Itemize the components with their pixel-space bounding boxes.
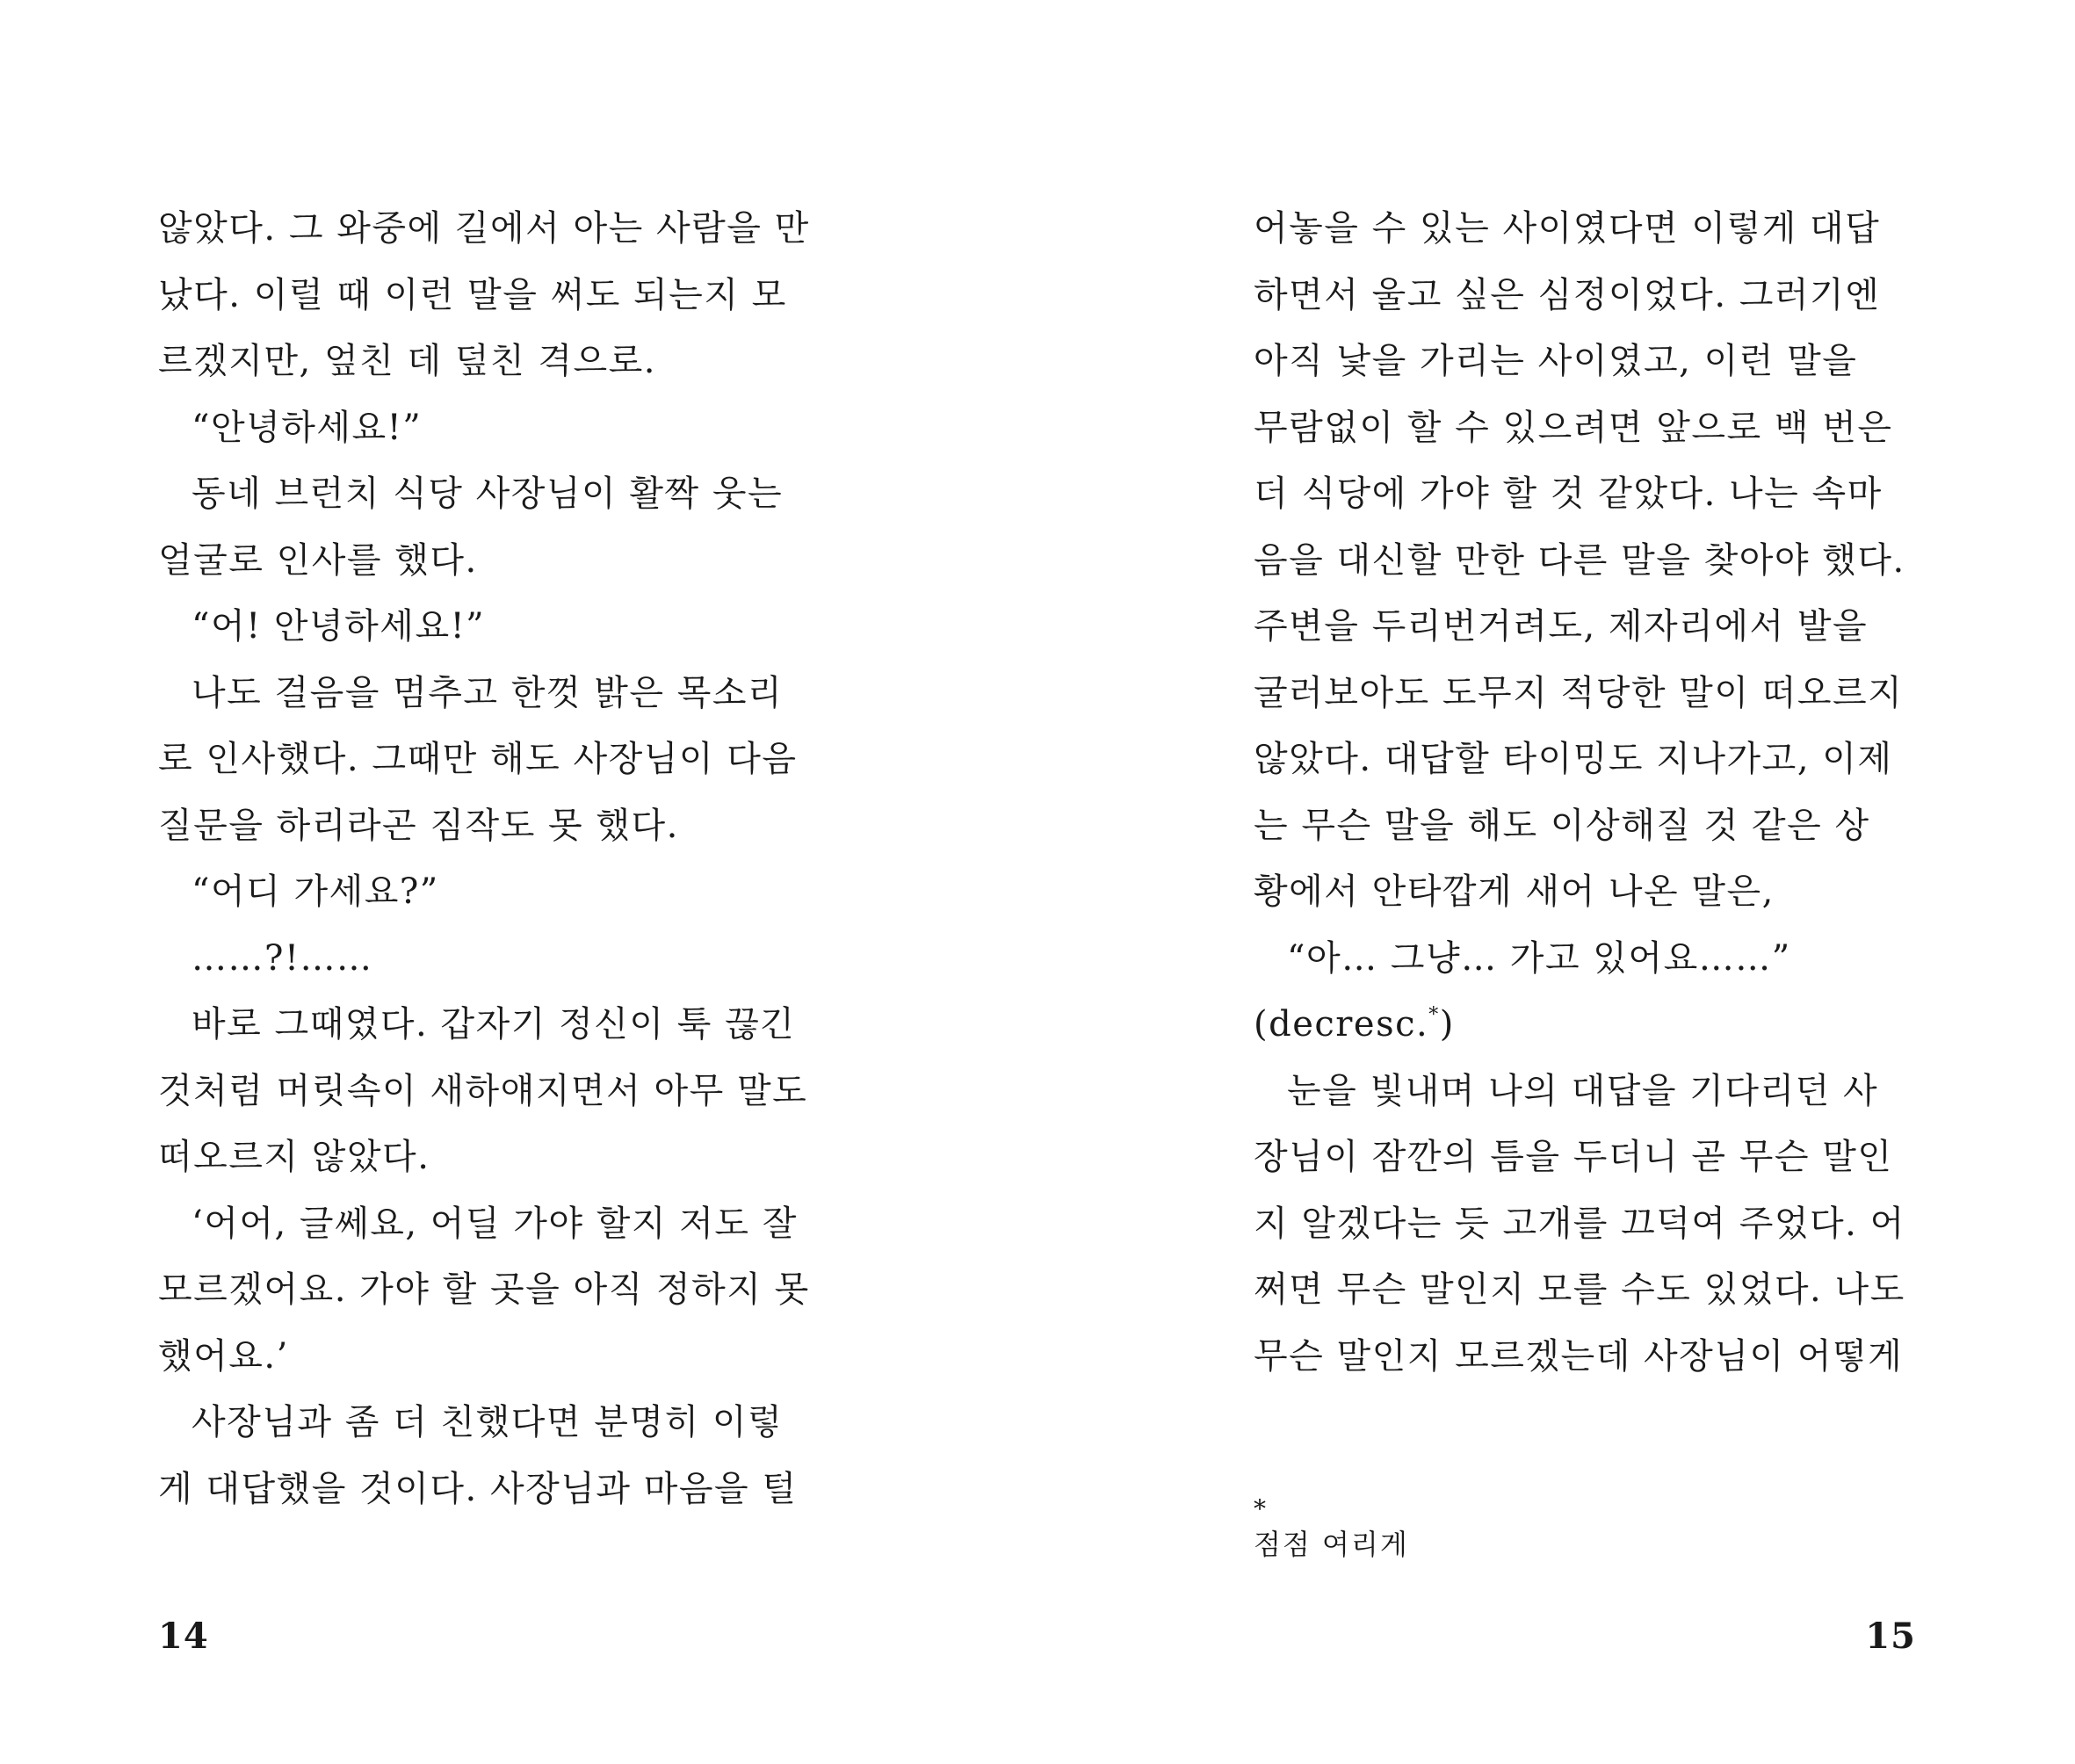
- text-line: 얼굴로 인사를 했다.: [158, 539, 478, 581]
- footnote-reference-mark: *: [1428, 1004, 1440, 1026]
- page-number-left: 14: [158, 1616, 209, 1657]
- text-line-segment: (decresc.: [1254, 1004, 1429, 1045]
- text-line: 굴러보아도 도무지 적당한 말이 떠오르지: [1254, 672, 1904, 713]
- right-page-body: [1254, 196, 1939, 1390]
- text-line: 주변을 두리번거려도, 제자리에서 발을: [1254, 606, 1869, 647]
- text-line: 떠오르지 않았다.: [158, 1137, 430, 1177]
- text-line: 나도 걸음을 멈추고 한껏 밝은 목소리: [192, 672, 784, 713]
- text-line: 게 대답했을 것이다. 사장님과 마음을 털: [158, 1468, 798, 1509]
- text-line: 눈을 빛내며 나의 대답을 기다리던 사: [1287, 1070, 1879, 1111]
- text-line: 했어요.’: [158, 1335, 289, 1377]
- text-line: “어디 가세요?”: [192, 871, 439, 912]
- text-line: 어놓을 수 있는 사이였다면 이렇게 대답: [1254, 208, 1881, 249]
- text-line: ……?!……: [192, 937, 373, 979]
- text-line: [1254, 992, 1939, 1059]
- text-line: 않았다. 대답할 타이밍도 지나가고, 이제: [1254, 739, 1893, 779]
- text-line: 동네 브런치 식당 사장님이 활짝 웃는: [192, 474, 784, 514]
- text-line: 질문을 하리라곤 짐작도 못 했다.: [158, 805, 679, 846]
- text-line: 모르겠어요. 가야 할 곳을 아직 정하지 못: [158, 1269, 810, 1310]
- page-number-right: 15: [1865, 1616, 1916, 1657]
- text-line: 것처럼 머릿속이 새하얘지면서 아무 말도: [158, 1070, 808, 1111]
- text-line: 않았다. 그 와중에 길에서 아는 사람을 만: [158, 208, 810, 249]
- text-line: 아직 낯을 가리는 사이였고, 이런 말을: [1254, 341, 1858, 381]
- text-line: 장님이 잠깐의 틈을 두더니 곧 무슨 말인: [1254, 1137, 1893, 1177]
- footnote-marker: *: [1254, 1494, 1266, 1523]
- left-page-body: [158, 196, 843, 1522]
- text-line: 르겠지만, 엎친 데 덮친 격으로.: [158, 341, 656, 381]
- footnote-text: 점점 여리게: [1254, 1528, 1409, 1561]
- text-line-segment: ): [1439, 1004, 1455, 1045]
- text-line: 하면서 울고 싶은 심정이었다. 그러기엔: [1254, 274, 1881, 315]
- text-line: 무슨 말인지 모르겠는데 사장님이 어떻게: [1254, 1335, 1904, 1377]
- text-line: 무람없이 할 수 있으려면 앞으로 백 번은: [1254, 407, 1893, 448]
- text-line: ‘어어, 글쎄요, 어딜 가야 할지 저도 잘: [192, 1203, 798, 1244]
- text-line: “어! 안녕하세요!”: [192, 606, 486, 647]
- right-page: [1038, 0, 2075, 1764]
- text-line: 음을 대신할 만한 다른 말을 찾아야 했다.: [1254, 539, 1905, 581]
- text-line: 사장님과 좀 더 친했다면 분명히 이렇: [192, 1402, 784, 1442]
- text-line: 는 무슨 말을 해도 이상해질 것 같은 상: [1254, 805, 1870, 846]
- text-line: “아… 그냥… 가고 있어요……”: [1287, 937, 1791, 979]
- text-line: 바로 그때였다. 갑자기 정신이 툭 끊긴: [192, 1004, 796, 1045]
- text-line: 황에서 안타깝게 새어 나온 말은,: [1254, 871, 1775, 912]
- text-line: 났다. 이럴 때 이런 말을 써도 되는지 모: [158, 274, 787, 315]
- text-line: 로 인사했다. 그때만 해도 사장님이 다음: [158, 739, 798, 779]
- text-line: 지 알겠다는 듯 고개를 끄덕여 주었다. 어: [1254, 1203, 1905, 1244]
- text-line: 쩌면 무슨 말인지 모를 수도 있었다. 나도: [1254, 1269, 1905, 1310]
- text-line: 더 식당에 가야 할 것 같았다. 나는 속마: [1254, 474, 1883, 514]
- text-line: “안녕하세요!”: [192, 407, 423, 448]
- footnote: [1254, 1493, 1781, 1564]
